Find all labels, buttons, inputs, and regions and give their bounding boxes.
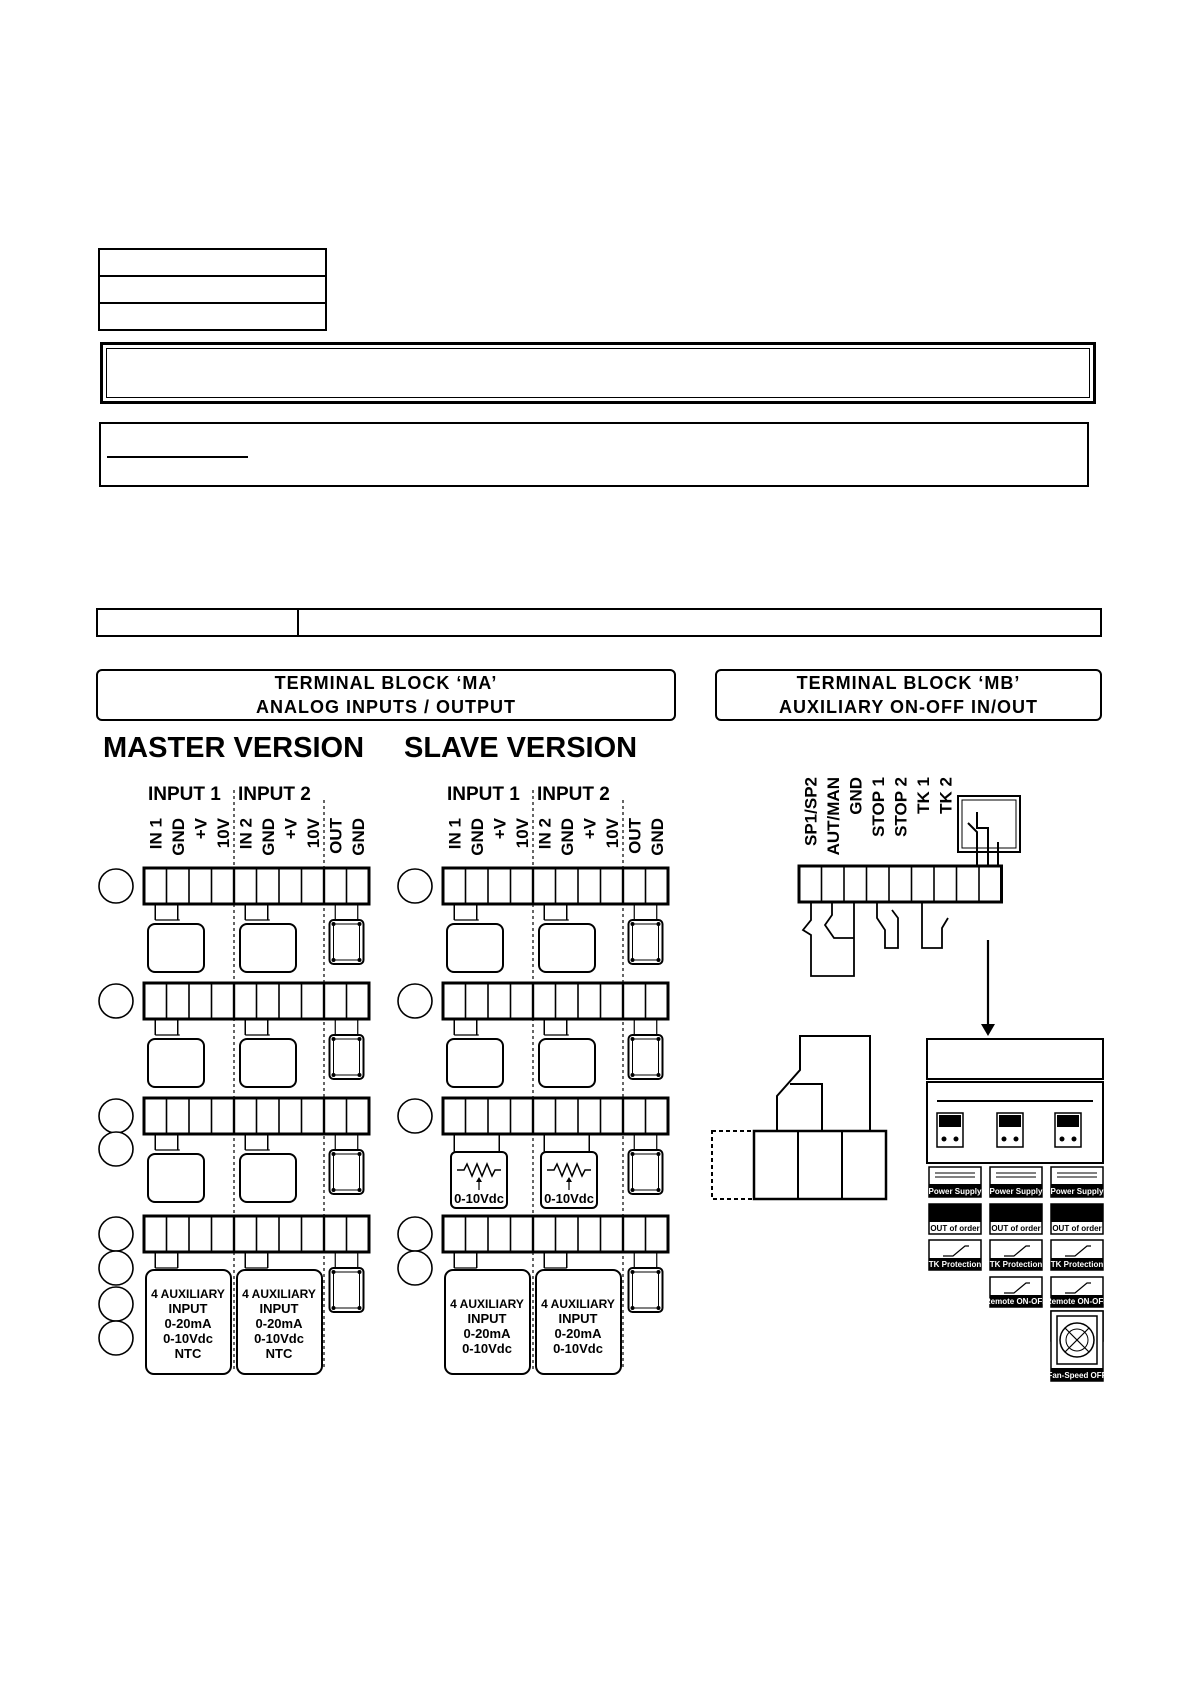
master-group1-label: INPUT 1 xyxy=(148,784,221,805)
aux-input-line: 0-20mA xyxy=(164,1316,212,1331)
slave-terminal-label: 10V xyxy=(602,818,622,849)
slave-terminal-label: +V xyxy=(580,818,600,840)
status-tile-band xyxy=(990,1204,1042,1222)
terminal-circle xyxy=(398,1251,432,1285)
output-device-corner xyxy=(358,922,362,926)
aux-input-line: NTC xyxy=(265,1346,293,1361)
output-device-corner xyxy=(657,1037,661,1041)
output-device-corner xyxy=(631,922,635,926)
aux-input-line: 4 AUXILIARY xyxy=(450,1297,524,1311)
sensor-box xyxy=(240,1154,296,1202)
jumper-cap xyxy=(999,1115,1021,1127)
mb-terminal-label: TK 1 xyxy=(913,777,933,814)
output-device xyxy=(330,1268,364,1312)
mb-arrow-head xyxy=(981,1024,995,1036)
output-device-corner xyxy=(358,1037,362,1041)
status-tile-label: Power Supply xyxy=(928,1187,982,1196)
aux-input-line: 0-10Vdc xyxy=(254,1331,304,1346)
terminal-circle xyxy=(99,984,133,1018)
sensor-box xyxy=(240,1039,296,1087)
status-tile-label: Fan-Speed OFF xyxy=(1047,1371,1107,1380)
mb-switch-stop xyxy=(877,902,898,948)
sensor-box xyxy=(148,924,204,972)
aux-input-line: 0-10Vdc xyxy=(553,1341,603,1356)
slave-terminal-label: +V xyxy=(490,818,510,840)
output-device-corner xyxy=(358,1188,362,1192)
aux-input-line: INPUT xyxy=(259,1301,299,1316)
sensor-box xyxy=(240,924,296,972)
exp-card-top xyxy=(927,1039,1103,1079)
mb-output-wire xyxy=(790,1084,822,1131)
aux-input-line: 0-20mA xyxy=(255,1316,303,1331)
output-device-corner xyxy=(358,1073,362,1077)
sensor-box xyxy=(539,1039,595,1087)
status-tile-label: TK Protection xyxy=(1050,1260,1104,1269)
output-device-corner xyxy=(657,922,661,926)
slave-terminal-label: GND xyxy=(647,818,667,856)
mb-title: TERMINAL BLOCK ‘MB’ xyxy=(796,673,1021,693)
output-device-corner xyxy=(332,1270,336,1274)
status-tile-band xyxy=(1051,1204,1103,1222)
status-tile-label: OUT of order xyxy=(991,1224,1041,1233)
jumper-pin xyxy=(1002,1137,1007,1142)
mb-terminal-label: GND xyxy=(846,777,866,815)
slave-terminal-label: GND xyxy=(557,818,577,856)
jumper-pin xyxy=(954,1137,959,1142)
output-device-corner xyxy=(657,1270,661,1274)
terminal-circle xyxy=(99,1287,133,1321)
terminal-circle xyxy=(99,869,133,903)
output-device-corner xyxy=(657,1188,661,1192)
master-terminal-label: +V xyxy=(191,818,211,840)
output-device-corner xyxy=(657,1306,661,1310)
jumper-pin xyxy=(1060,1137,1065,1142)
output-device-corner xyxy=(332,1306,336,1310)
aux-input-line: INPUT xyxy=(558,1311,598,1326)
terminal-circle xyxy=(99,1217,133,1251)
output-device-corner xyxy=(657,958,661,962)
output-device-corner xyxy=(657,1152,661,1156)
terminal-circle xyxy=(398,1099,432,1133)
mb-subtitle: AUXILIARY ON-OFF IN/OUT xyxy=(779,697,1038,717)
mb-switch-aut xyxy=(825,902,854,938)
aux-input-line: 0-10Vdc xyxy=(462,1341,512,1356)
aux-input-line: 4 AUXILIARY xyxy=(242,1287,316,1301)
output-device xyxy=(629,920,663,964)
jumper-pin xyxy=(1072,1137,1077,1142)
output-device-corner xyxy=(332,1037,336,1041)
output-device-corner xyxy=(631,1073,635,1077)
output-device xyxy=(629,1150,663,1194)
output-device-corner xyxy=(332,1188,336,1192)
output-device-corner xyxy=(332,1073,336,1077)
output-device-corner xyxy=(358,1270,362,1274)
ma-title: TERMINAL BLOCK ‘MA’ xyxy=(274,673,498,693)
output-device-corner xyxy=(631,1037,635,1041)
mb-terminal-label: STOP 1 xyxy=(868,777,888,837)
status-tile-label: Remote ON-OFF xyxy=(984,1297,1048,1306)
output-device-corner xyxy=(631,1306,635,1310)
output-device-corner xyxy=(358,1306,362,1310)
aux-input-line: 4 AUXILIARY xyxy=(541,1297,615,1311)
master-terminal-label: GND xyxy=(168,818,188,856)
ma-subtitle: ANALOG INPUTS / OUTPUT xyxy=(256,697,516,717)
aux-input-line: 4 AUXILIARY xyxy=(151,1287,225,1301)
slave-terminal-label: IN 2 xyxy=(535,818,555,850)
master-terminal-label: IN 1 xyxy=(146,818,166,850)
terminal-circle xyxy=(99,1132,133,1166)
pot-label: 0-10Vdc xyxy=(544,1191,594,1206)
slave-heading: SLAVE VERSION xyxy=(404,732,638,764)
output-device xyxy=(330,920,364,964)
master-heading: MASTER VERSION xyxy=(103,732,365,764)
aux-input-line: NTC xyxy=(174,1346,202,1361)
terminal-circle xyxy=(99,1099,133,1133)
aux-input-line: 0-20mA xyxy=(554,1326,602,1341)
mb-terminal-strip xyxy=(799,866,1002,902)
output-device-corner xyxy=(358,958,362,962)
ma-diagram xyxy=(99,784,668,1374)
aux-input-line: 0-10Vdc xyxy=(163,1331,213,1346)
output-device-corner xyxy=(657,1073,661,1077)
output-device-corner xyxy=(358,1152,362,1156)
output-device xyxy=(629,1035,663,1079)
mb-terminal-label: AUT/MAN xyxy=(823,777,843,856)
slave-terminal-label: IN 1 xyxy=(445,818,465,850)
sensor-box xyxy=(148,1154,204,1202)
slave-group1-label: INPUT 1 xyxy=(447,784,520,805)
slave-terminal-label: 10V xyxy=(512,818,532,849)
mb-terminal-label: SP1/SP2 xyxy=(801,777,821,846)
jumper-pin xyxy=(1014,1137,1019,1142)
mb-output-dashed xyxy=(712,1131,754,1199)
sensor-box xyxy=(447,1039,503,1087)
output-device-corner xyxy=(631,1270,635,1274)
aux-input-line: INPUT xyxy=(168,1301,208,1316)
output-device xyxy=(330,1150,364,1194)
terminal-circle xyxy=(398,869,432,903)
terminal-circle xyxy=(398,1217,432,1251)
terminal-circle xyxy=(99,1321,133,1355)
mb-output-block xyxy=(754,1131,886,1199)
status-tile-label: OUT of order xyxy=(1052,1224,1102,1233)
sensor-box xyxy=(447,924,503,972)
output-device-corner xyxy=(332,922,336,926)
status-tile-band xyxy=(929,1204,981,1222)
output-device-corner xyxy=(332,958,336,962)
aux-input-line: INPUT xyxy=(467,1311,507,1326)
status-tile-label: OUT of order xyxy=(930,1224,980,1233)
master-terminal-label: +V xyxy=(281,818,301,840)
status-tile-label: Power Supply xyxy=(989,1187,1043,1196)
mb-terminal-label: TK 2 xyxy=(936,777,956,814)
sensor-box xyxy=(148,1039,204,1087)
master-terminal-label: IN 2 xyxy=(236,818,256,850)
slave-group2-label: INPUT 2 xyxy=(537,784,610,805)
pot-label: 0-10Vdc xyxy=(454,1191,504,1206)
master-terminal-label: GND xyxy=(348,818,368,856)
output-device xyxy=(629,1268,663,1312)
output-device xyxy=(330,1035,364,1079)
status-tile-label: TK Protection xyxy=(928,1260,982,1269)
output-device-corner xyxy=(631,1188,635,1192)
mb-diagram xyxy=(712,777,1108,1381)
mb-switch-sp xyxy=(803,902,854,976)
master-group2-label: INPUT 2 xyxy=(238,784,311,805)
terminal-circle xyxy=(398,984,432,1018)
master-terminal-label: 10V xyxy=(213,818,233,849)
status-tile-label: TK Protection xyxy=(989,1260,1043,1269)
terminal-circle xyxy=(99,1251,133,1285)
master-terminal-label: GND xyxy=(258,818,278,856)
jumper-cap xyxy=(939,1115,961,1127)
slave-terminal-label: GND xyxy=(467,818,487,856)
output-device-corner xyxy=(631,1152,635,1156)
output-device-corner xyxy=(332,1152,336,1156)
status-tile-label: Power Supply xyxy=(1050,1187,1104,1196)
master-terminal-label: 10V xyxy=(303,818,323,849)
master-terminal-label: OUT xyxy=(326,818,346,854)
status-tile-label: Remote ON-OFF xyxy=(1045,1297,1109,1306)
output-device-corner xyxy=(631,958,635,962)
jumper-pin xyxy=(942,1137,947,1142)
mb-terminal-label: STOP 2 xyxy=(891,777,911,837)
slave-terminal-label: OUT xyxy=(625,818,645,854)
aux-input-line: 0-20mA xyxy=(463,1326,511,1341)
mb-switch-tk xyxy=(922,902,948,948)
jumper-cap xyxy=(1057,1115,1079,1127)
sensor-box xyxy=(539,924,595,972)
